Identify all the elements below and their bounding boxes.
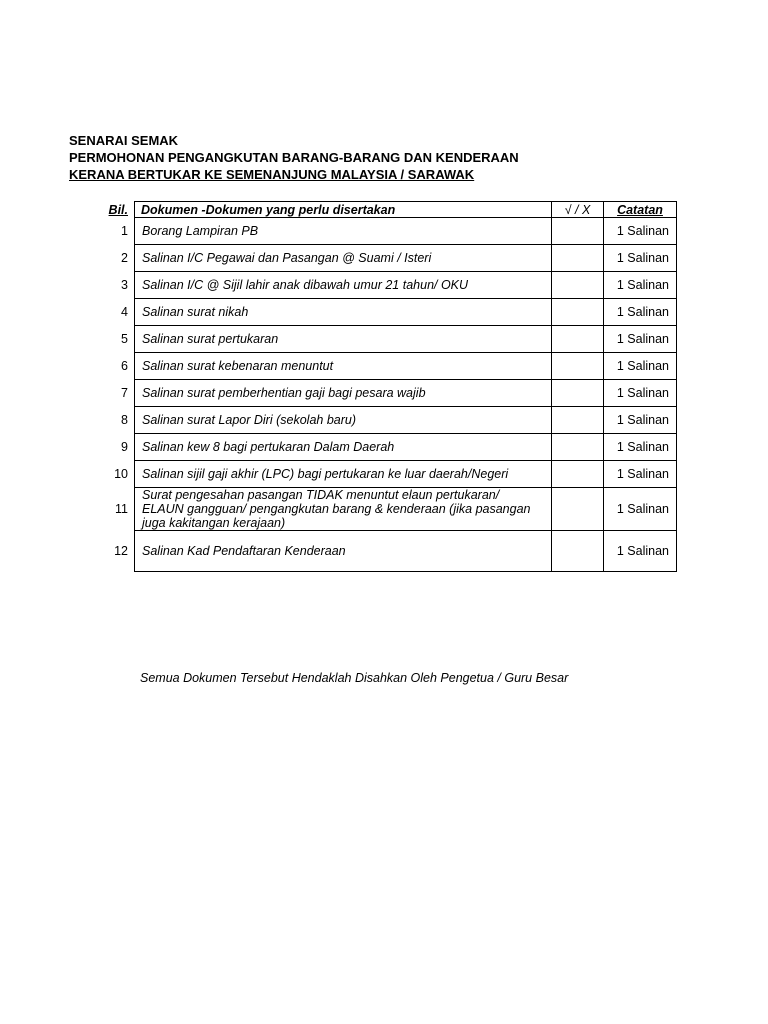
row-number: 11 [115,502,128,516]
row-note: 1 Salinan [604,434,677,461]
table-row [100,461,677,488]
row-check-cell[interactable] [552,461,604,488]
row-document: Salinan Kad Pendaftaran Kenderaan [135,531,552,572]
row-number: 3 [121,278,128,292]
row-document: Salinan surat pertukaran [135,326,552,353]
row-note: 1 Salinan [604,353,677,380]
header-catatan: Catatan [604,202,677,218]
row-document: Surat pengesahan pasangan TIDAK menuntut elaun pertukaran/ ELAUN gangguan/ pengangkutan barang & kenderaan (jika pasangan juga kakitangan kerajaan) [135,488,552,531]
header-subtitle: PERMOHONAN PENGANGKUTAN BARANG-BARANG DAN KENDERAAN [69,150,519,165]
row-document: Salinan surat kebenaran menuntut [135,353,552,380]
row-number: 12 [114,544,128,558]
row-note: 1 Salinan [604,531,677,572]
header-title: SENARAI SEMAK [69,133,179,148]
row-document: Salinan surat Lapor Diri (sekolah baru) [135,407,552,434]
header-check-mark: √ / X [552,202,604,218]
row-note: 1 Salinan [604,272,677,299]
row-document: Borang Lampiran PB [135,218,552,245]
row-note: 1 Salinan [604,218,677,245]
header-document: Dokumen -Dokumen yang perlu disertakan [135,202,552,218]
document-header [69,132,519,183]
row-number: 8 [121,413,128,427]
row-document: Salinan kew 8 bagi pertukaran Dalam Daerah [135,434,552,461]
document-checklist-table [100,201,677,572]
table-row [100,353,677,380]
row-note: 1 Salinan [604,326,677,353]
table-row [100,245,677,272]
table-row [100,407,677,434]
row-number: 10 [114,467,128,481]
row-document: Salinan I/C Pegawai dan Pasangan @ Suami / Isteri [135,245,552,272]
row-check-cell[interactable] [552,218,604,245]
row-note: 1 Salinan [604,407,677,434]
row-check-cell[interactable] [552,380,604,407]
row-document: Salinan surat pemberhentian gaji bagi pesara wajib [135,380,552,407]
header-subtitle-underlined: KERANA BERTUKAR KE SEMENANJUNG MALAYSIA / SARAWAK [69,167,475,182]
row-check-cell[interactable] [552,272,604,299]
table-row [100,326,677,353]
table-row [100,531,677,572]
table-row [100,218,677,245]
row-number: 4 [121,305,128,319]
row-check-cell[interactable] [552,531,604,572]
footer-note: Semua Dokumen Tersebut Hendaklah Disahkan Oleh Pengetua / Guru Besar [140,671,569,685]
table-row [100,488,677,531]
row-number: 5 [121,332,128,346]
row-note: 1 Salinan [604,461,677,488]
row-number: 2 [121,251,128,265]
table-header-row [100,202,677,218]
row-check-cell[interactable] [552,353,604,380]
row-note: 1 Salinan [604,245,677,272]
row-document: Salinan surat nikah [135,299,552,326]
row-document: Salinan I/C @ Sijil lahir anak dibawah umur 21 tahun/ OKU [135,272,552,299]
table-row [100,434,677,461]
table-row [100,272,677,299]
row-number: 9 [121,440,128,454]
row-note: 1 Salinan [604,380,677,407]
row-check-cell[interactable] [552,488,604,531]
row-check-cell[interactable] [552,434,604,461]
row-note: 1 Salinan [604,488,677,531]
row-check-cell[interactable] [552,407,604,434]
table-row [100,299,677,326]
table-row [100,380,677,407]
row-number: 6 [121,359,128,373]
header-bil: Bil. [108,202,128,217]
row-note: 1 Salinan [604,299,677,326]
row-check-cell[interactable] [552,326,604,353]
row-check-cell[interactable] [552,245,604,272]
row-document: Salinan sijil gaji akhir (LPC) bagi pertukaran ke luar daerah/Negeri [135,461,552,488]
row-number: 7 [121,386,128,400]
row-check-cell[interactable] [552,299,604,326]
row-number: 1 [121,224,128,238]
